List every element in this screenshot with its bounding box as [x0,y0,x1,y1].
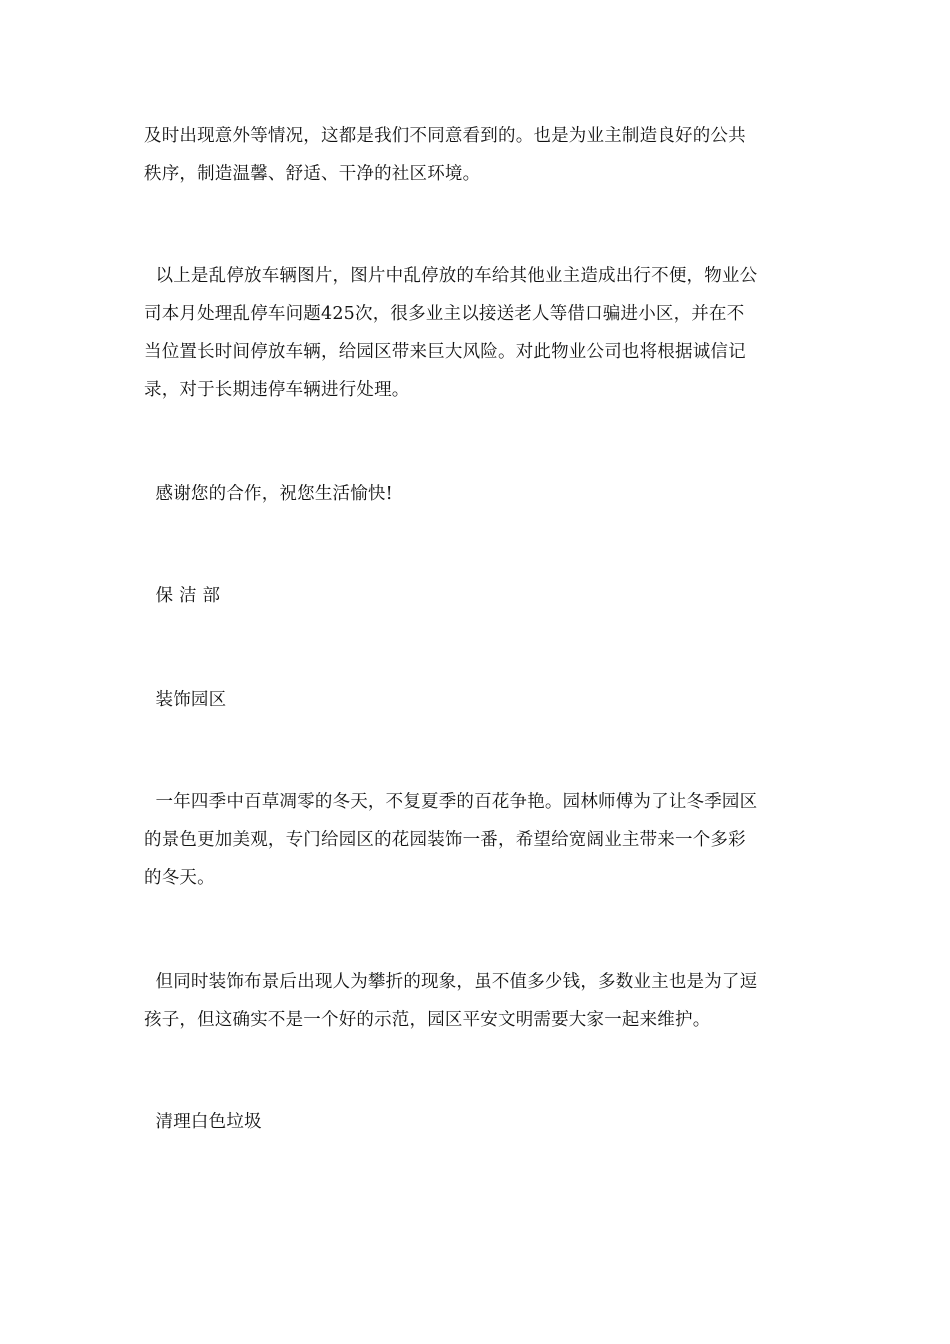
paragraph-line: 录，对于长期违停车辆进行处理。 [144,380,410,400]
paragraph-line: 以上是乱停放车辆图片，图片中乱停放的车给其他业主造成出行不便，物业公 [144,266,758,286]
paragraph-line: 感谢您的合作，祝您生活愉快! [144,484,393,504]
section-heading: 保 洁 部 [144,586,221,606]
section-heading: 装饰园区 [144,690,227,710]
paragraph-line: 及时出现意外等情况，这都是我们不同意看到的。也是为业主制造良好的公共 [144,126,746,146]
paragraph-line: 当位置长时间停放车辆，给园区带来巨大风险。对此物业公司也将根据诚信记 [144,342,746,362]
paragraph-line: 的景色更加美观，专门给园区的花园装饰一番，希望给宽阔业主带来一个多彩 [144,830,746,850]
paragraph-line: 孩子，但这确实不是一个好的示范，园区平安文明需要大家一起来维护。 [144,1010,711,1030]
paragraph-line: 一年四季中百草凋零的冬天，不复夏季的百花争艳。园林师傅为了让冬季园区 [144,792,758,812]
paragraph-line: 秩序，制造温馨、舒适、干净的社区环境。 [144,164,481,184]
paragraph-line: 司本月处理乱停车问题425次，很多业主以接送老人等借口骗进小区，并在不 [144,304,745,324]
section-heading: 清理白色垃圾 [144,1112,262,1132]
paragraph-line: 的冬天。 [144,868,215,888]
paragraph-line: 但同时装饰布景后出现人为攀折的现象，虽不值多少钱，多数业主也是为了逗 [144,972,758,992]
